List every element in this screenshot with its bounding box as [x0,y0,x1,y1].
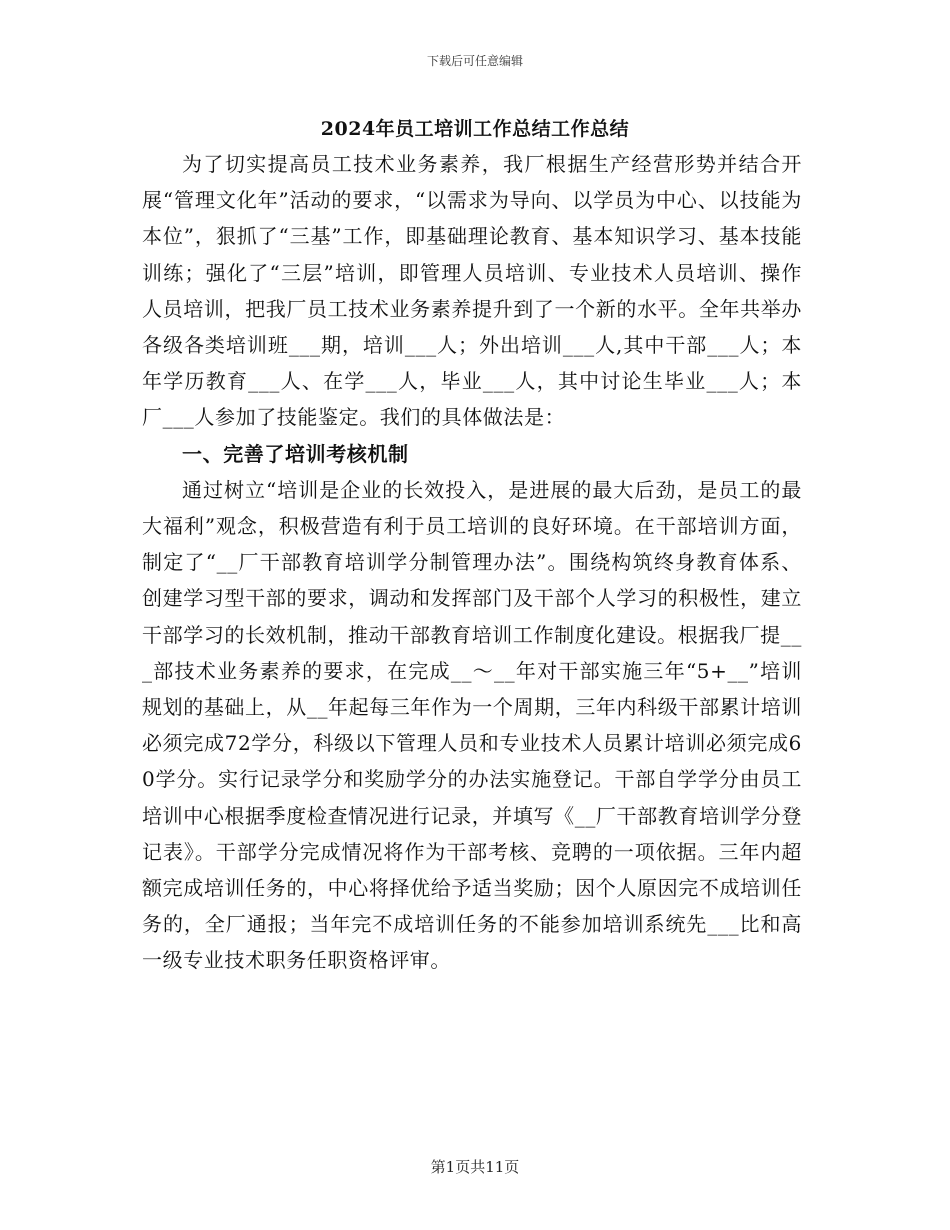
document-body [142,146,802,979]
intro-paragraph: 为了切实提高员工技术业务素养，我厂根据生产经营形势并结合开展“管理文化年”活动的要求，“以需求为导向、以学员为中心、以技能为本位”，狠抓了“三基”工作，即基础理论教育、基本知识学习、基本技能训练；强化了“三层”培训，即管理人员培训、专业技术人员培训、操作人员培训，把我厂员工技术业务素养提升到了一个新的水平。全年共举办各级各类培训班___期，培训___人；外出培训___人,其中干部___人；本年学历教育___人、在学___人，毕业___人，其中讨论生毕业___人；本厂___人参加了技能鉴定。我们的具体做法是： [142,152,802,430]
section-1-paragraph: 通过树立“培训是企业的长效投入，是进展的最大后劲，是员工的最大福利”观念，积极营造有利于员工培训的良好环境。在干部培训方面，制定了“__厂干部教育培训学分制管理办法”。围绕构筑终身教育体系、创建学习型干部的要求，调动和发挥部门及干部个人学习的积极性，建立干部学习的长效机制，推动干部教育培训工作制度化建设。根据我厂提___部技术业务素养的要求，在完成__～__年对干部实施三年“5+__”培训规划的基础上，从__年起每三年作为一个周期，三年内科级干部累计培训必须完成72学分，科级以下管理人员和专业技术人员累计培训必须完成60学分。实行记录学分和奖励学分的办法实施登记。干部自学学分由员工培训中心根据季度检查情况进行记录，并填写《__厂干部教育培训学分登记表》。干部学分完成情况将作为干部考核、竞聘的一项依据。三年内超额完成培训任务的，中心将择优给予适当奖励；因个人原因完不成培训任务的，全厂通报；当年完不成培训任务的不能参加培训系统先___比和高一级专业技术职务任职资格评审。 [142,477,802,973]
document-title: 2024年员工培训工作总结工作总结 [320,118,630,140]
page-number: 第1页共11页 [430,1158,520,1176]
section-heading-1: 一、完善了培训考核机制 [182,441,409,466]
page-header-note: 下载后可任意编辑 [426,54,523,68]
